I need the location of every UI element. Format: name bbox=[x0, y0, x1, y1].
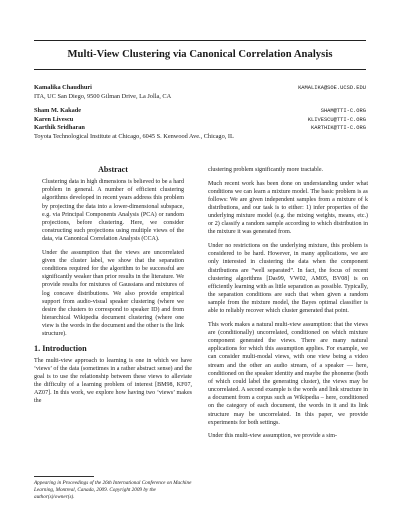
author-block bbox=[34, 84, 366, 142]
author-row bbox=[34, 107, 366, 116]
author-row bbox=[34, 124, 366, 133]
paper-title: Multi-View Clustering via Canonical Correlation Analysis bbox=[67, 49, 333, 60]
footnote-text: Appearing in Proceedings of the 26th International Conference on Machine Learning, Montreal, Canada, 2009. Copyright 2009 by the author(s)/owner(s). bbox=[34, 480, 192, 500]
author-affiliation: Toyota Technological Institute at Chicago, 6045 S. Kenwood Ave., Chicago, IL bbox=[34, 132, 234, 140]
body-paragraph: clustering problem significantly more tractable. bbox=[208, 167, 324, 173]
body-paragraph: This work makes a natural multi-view assumption: that the views are (conditionally) uncorrelated, conditioned on which mixture component generated the views. There are many natural applications for which this assumption applies. For example, we can consider multi-modal views, with one view being a video stream and the other an audio stream, of a speaker — here, conditioned on the speaker identity and maybe the phoneme (both of which could label the generating cluster), the views may be uncorrelated. A second example is the words and link structure in a document from a corpus such as Wikipedia – here, conditioned on the category of each document, the words in it and its link structure may be uncorrelated. In this paper, we provide experiments for both settings. bbox=[208, 321, 368, 426]
author-row bbox=[34, 84, 366, 93]
left-column bbox=[34, 166, 192, 411]
author-email: KARTHIK@TTI-C.ORG bbox=[311, 125, 366, 132]
title-block bbox=[34, 40, 366, 70]
abstract-paragraph: Under the assumption that the views are uncorrelated given the cluster label, we show that the separation conditions required for the algorithm to be successful are significantly weaker than prior results in the literature. We provide results for mixtures of Gaussians and mixtures of log concave distributions. We also provide empirical support from audio-visual speaker clustering (where we desire the clusters to correspond to speaker ID) and from hierarchical Wikipedia document clustering (where one view is the words in the document and the other is the link structure). bbox=[42, 249, 184, 338]
right-column bbox=[208, 166, 368, 446]
footnote bbox=[34, 476, 192, 500]
author-affiliation: ITA, UC San Diego, 9500 Gilman Drive, La Jolla, CA bbox=[34, 92, 172, 100]
section-heading: 1. Introduction bbox=[34, 343, 87, 353]
author-name: Karen Livescu bbox=[34, 115, 74, 123]
body-paragraph: Under this multi-view assumption, we provide a sim- bbox=[208, 433, 337, 440]
footnote-rule bbox=[34, 476, 94, 477]
author-email: SHAM@TTI-C.ORG bbox=[320, 108, 366, 115]
author-email: KLIVESCU@TTI-C.ORG bbox=[307, 116, 366, 123]
abstract-paragraph: Clustering data in high dimensions is believed to be a hard problem in general. A number of efficient clustering algorithms developed in recent years address this problem by projecting the data into a lower-dimensional subspace, e.g. via Principal Components Analysis (PCA) or random projections, before clustering. Here, we consider constructing such projections using multiple views of the data, via Canonical Correlation Analysis (CCA). bbox=[42, 179, 184, 243]
author-row bbox=[34, 116, 366, 125]
title-bottom-rule bbox=[34, 69, 366, 70]
author-email: KAMALIKA@SOE.UCSD.EDU bbox=[298, 85, 366, 91]
abstract-heading: Abstract bbox=[98, 165, 128, 174]
author-name: Kamalika Chaudhuri bbox=[34, 84, 92, 91]
author-name: Sham M. Kakade bbox=[34, 107, 82, 115]
abstract-body bbox=[34, 178, 192, 338]
body-paragraph: The multi-view approach to learning is one in which we have ‘views’ of the data (sometimes in a rather abstract sense) and the goal is to use the relationship between these views to alleviate the difficulty of a learning problem of interest [BM98, KF07, AZ07]. In this work, we explore how having two ‘views’ makes the bbox=[34, 357, 192, 405]
author-name: Karthik Sridharan bbox=[34, 124, 85, 132]
body-paragraph: Much recent work has been done on understanding under what conditions we can learn a mixture model. The basic problem is as follows: We are given independent samples from a mixture of k distributions, and our task is to either: 1) infer properties of the underlying mixture model (e.g. the mixing weights, means, etc.) or 2) classify a random sample according to which distribution in the mixture it was generated from. bbox=[208, 180, 368, 236]
body-paragraph: Under no restrictions on the underlying mixture, this problem is considered to be hard. However, in many applications, we are only interested in clustering the data when the component distributions are “well separated”. In fact, the focus of recent clustering algorithms [Das99, VW02, AM05, BV08] is on efficiently learning with as little separation as possible. Typically, the separation conditions are such that when given a random sample from the mixture model, the Bayes optimal classifier is able to reliably recover which cluster generated that point. bbox=[208, 243, 368, 315]
